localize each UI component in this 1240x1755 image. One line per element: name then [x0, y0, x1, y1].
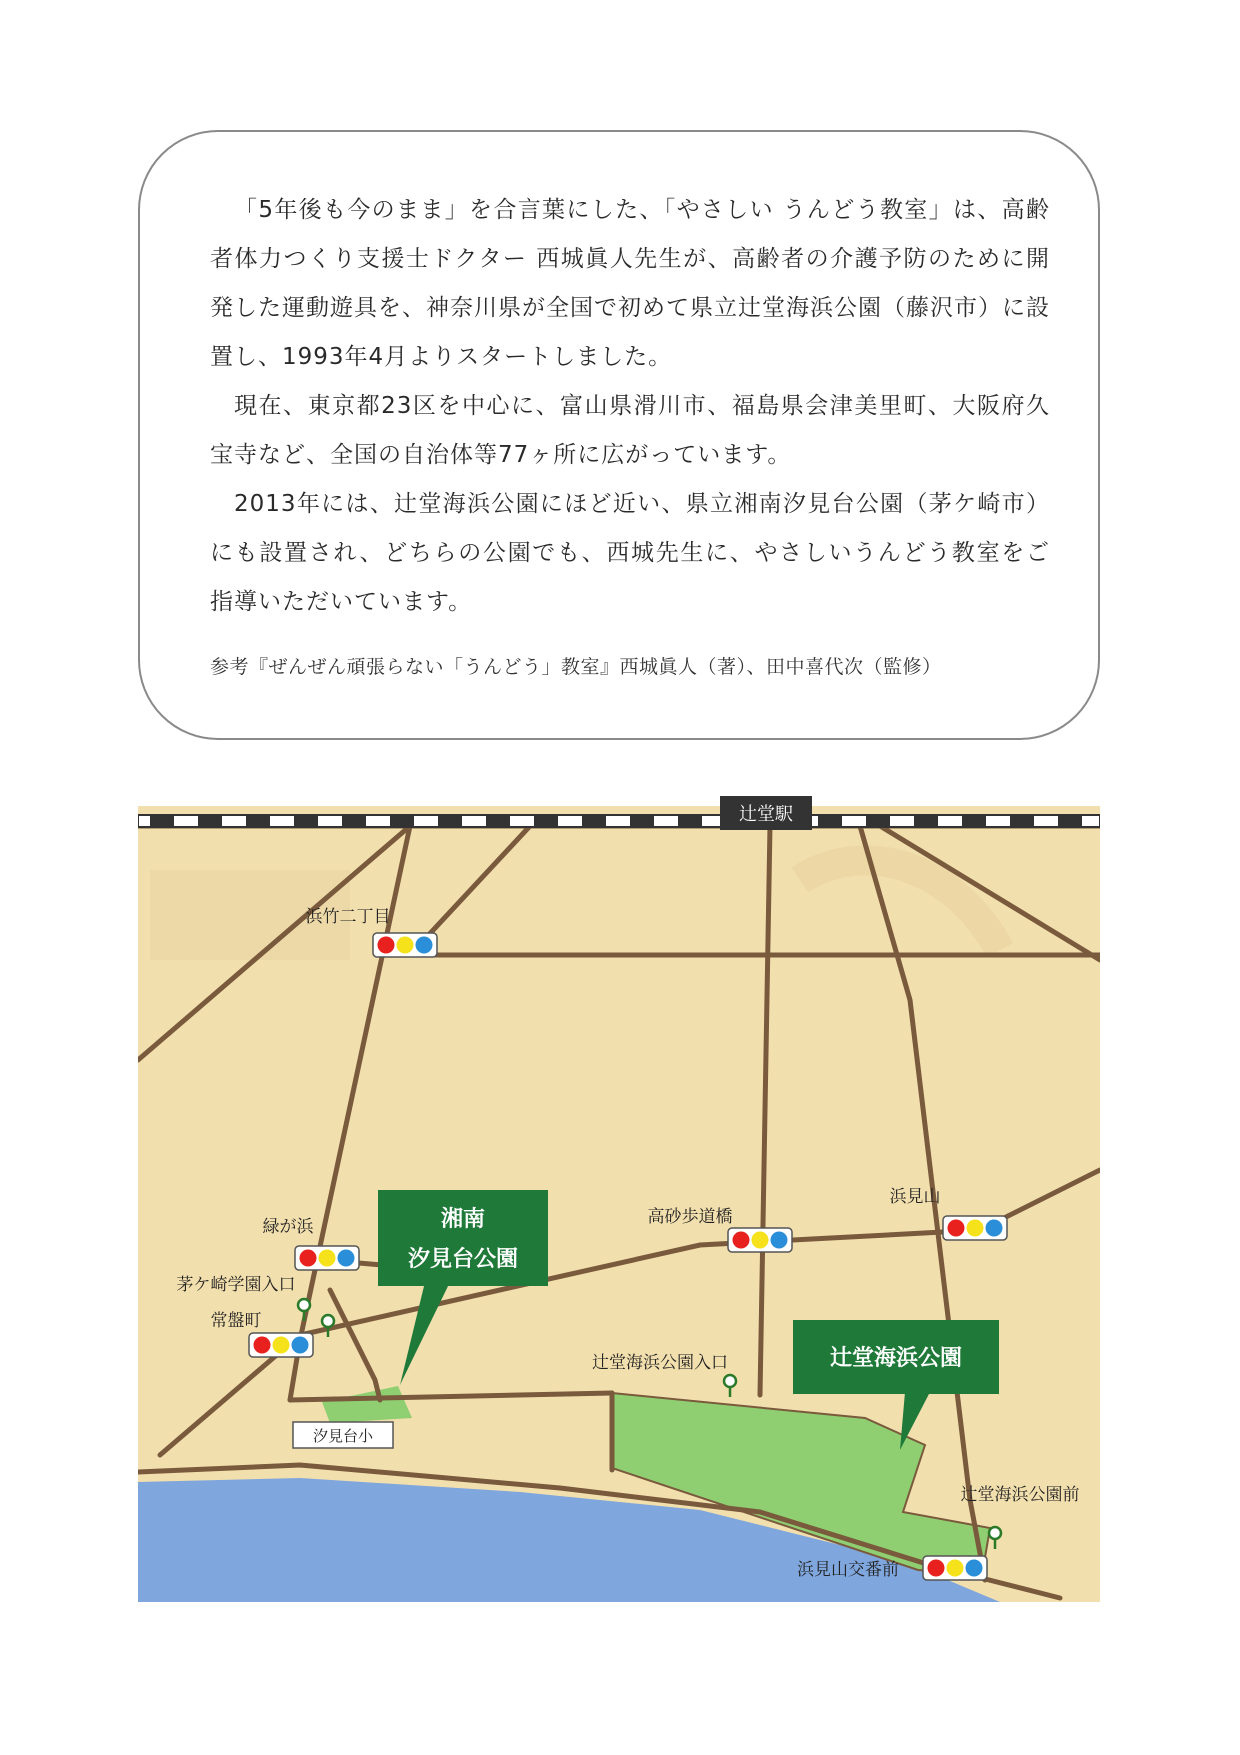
- station-label: 辻堂駅: [739, 804, 793, 825]
- railway: [138, 815, 1100, 827]
- label-school: 汐見台小: [312, 1427, 374, 1445]
- paragraph-2013: 2013年には、辻堂海浜公園にほど近い、県立湘南汐見台公園（茅ケ崎市）にも設置され、どちらの公園でも、西城先生に、やさしいうんどう教室をご指導いただいています。: [210, 491, 1050, 615]
- label-midorigahama: 緑が浜: [262, 1217, 314, 1237]
- signal-takasago-icon: [728, 1228, 792, 1252]
- paragraph-spread: 現在、東京都23区を中心に、富山県滑川市、福島県会津美里町、大阪府久宝寺など、全国の自治体等77ヶ所に広がっています。: [210, 393, 1050, 468]
- signal-midorigahama-icon: [295, 1246, 359, 1270]
- signal-hamatake-icon: [373, 933, 437, 957]
- label-takasago: 高砂歩道橋: [647, 1207, 733, 1227]
- label-kaihin-mae: 辻堂海浜公園前: [960, 1485, 1080, 1505]
- shiomidai-label-line1: 湘南: [440, 1207, 486, 1232]
- paragraph-intro: 「5年後も今のまま」を合言葉にした、「やさしい うんどう教室」は、高齢者体力つくり支援士ドクター 西城眞人先生が、高齢者の介護予防のために開発した運動遊具を、神奈川県が全国で初めて県立辻堂海浜公園（藤沢市）に設置し、1993年4月よりスタートしました。: [210, 197, 1050, 370]
- tsujido-label: 辻堂海浜公園: [829, 1346, 963, 1371]
- reference-note: 参考『ぜんぜん頑張らない「うんどう」教室』西城眞人（著）、田中喜代次（監修）: [210, 656, 942, 678]
- label-kaihin-iriguchi: 辻堂海浜公園入口: [592, 1353, 728, 1373]
- label-hamatake: 浜竹二丁目: [305, 907, 391, 927]
- signal-tokiwacho-icon: [249, 1333, 313, 1357]
- signal-hamamiyama-icon: [943, 1216, 1007, 1240]
- label-hamamiyama: 浜見山: [889, 1187, 941, 1207]
- label-tokiwacho: 常盤町: [210, 1311, 262, 1331]
- signal-koban-icon: [923, 1556, 987, 1580]
- shiomidai-label-line2: 汐見台公園: [407, 1247, 519, 1272]
- label-chigasaki-gakuen: 茅ケ崎学園入口: [176, 1275, 296, 1295]
- label-koban: 浜見山交番前: [797, 1560, 899, 1580]
